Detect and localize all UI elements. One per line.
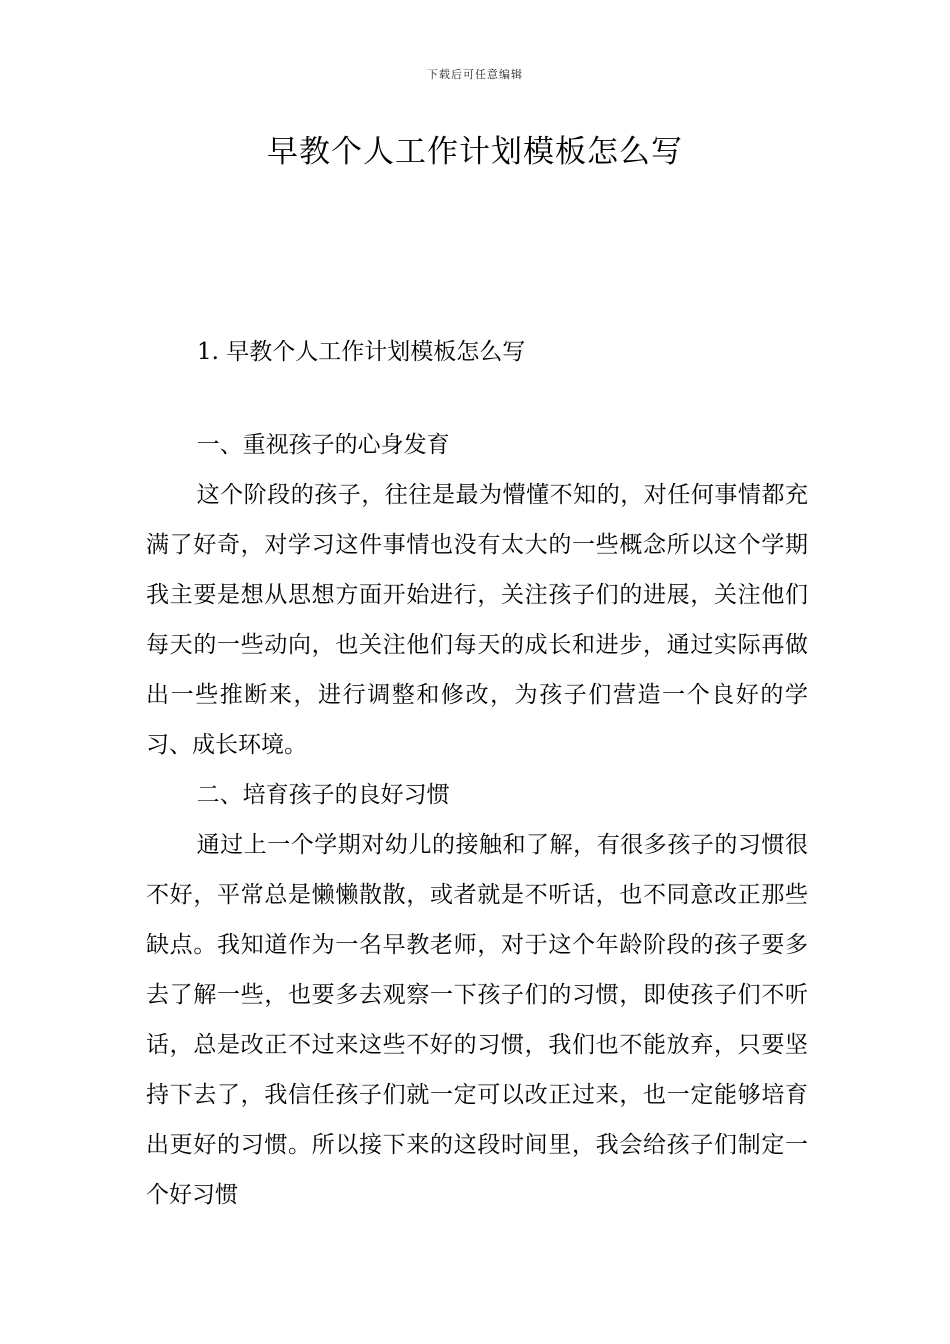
section-heading-2: 二、培育孩子的良好习惯: [196, 782, 450, 808]
document-title: 早教个人工作计划模板怎么写: [267, 134, 683, 170]
paragraph-1: 这个阶段的孩子，往往是最为懵懂不知的，对任何事情都充满了好奇，对学习这件事情也没有太大的一些概念所以这个学期我主要是想从思想方面开始进行，关注孩子们的进展，关注他们每天的一些动向，也关注他们每天的成长和进步，通过实际再做出一些推断来，进行调整和修改，为孩子们营造一个良好的学习、成长环境。: [146, 482, 808, 758]
section-heading-1: 一、重视孩子的心身发育: [196, 432, 450, 458]
section-number-heading: 1. 早教个人工作计划模板怎么写: [197, 339, 526, 365]
document-body: [146, 420, 808, 1220]
header-note: 下载后可任意编辑: [427, 68, 523, 81]
paragraph-2: 通过上一个学期对幼儿的接触和了解，有很多孩子的习惯很不好，平常总是懒懒散散，或者就是不听话，也不同意改正那些缺点。我知道作为一名早教老师，对于这个年龄阶段的孩子要多去了解一些，也要多去观察一下孩子们的习惯，即使孩子们不听话，总是改正不过来这些不好的习惯，我们也不能放弃，只要坚持下去了，我信任孩子们就一定可以改正过来，也一定能够培育出更好的习惯。所以接下来的这段时间里，我会给孩子们制定一个好习惯: [146, 832, 808, 1208]
